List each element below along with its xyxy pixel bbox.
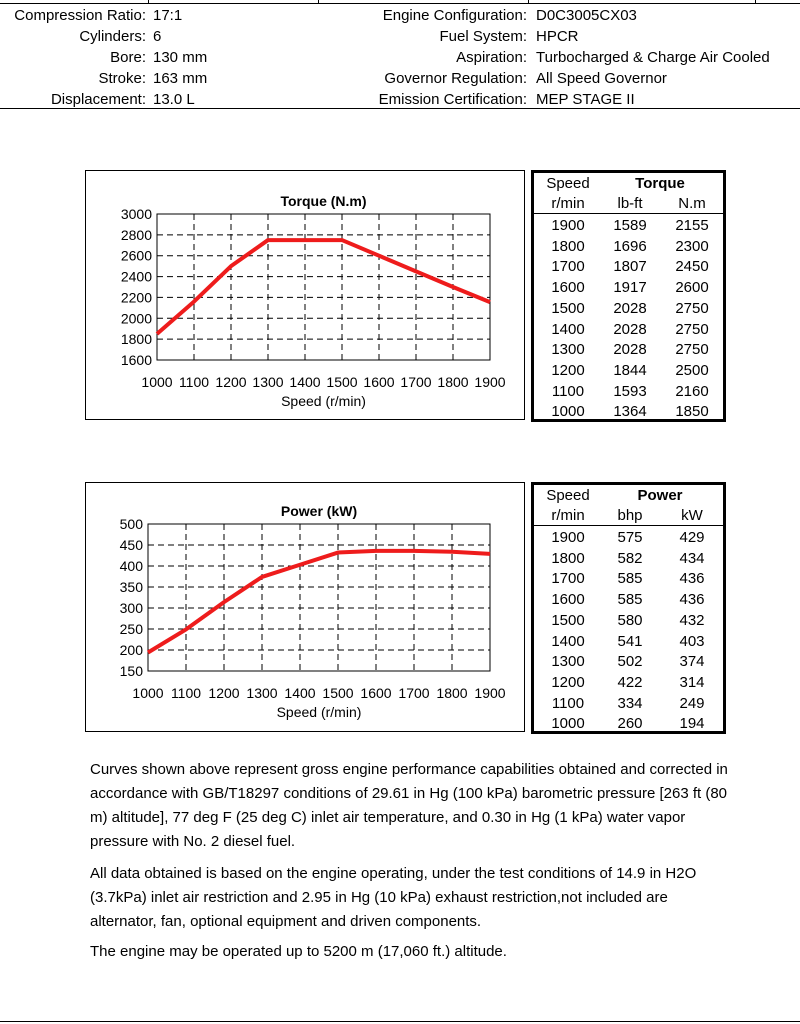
- x-tick-label: 1200: [215, 374, 247, 390]
- table-cell: 1100: [551, 382, 585, 400]
- table-cell: 575: [617, 529, 643, 546]
- table-cell: 1589: [613, 217, 647, 234]
- table-cell: 374: [679, 653, 705, 671]
- spec-top-tick-2: [318, 0, 319, 4]
- table-cell: 1600: [551, 591, 585, 609]
- table-sub-unit-b: N.m: [678, 195, 706, 212]
- table-cell: 1200: [551, 673, 585, 691]
- series-line: [157, 240, 490, 334]
- table-cell: 194: [679, 715, 705, 733]
- note-test-conditions: All data obtained is based on the engine operating, under the test conditions of 14.9 in H2O (3.7kPa) inlet air restriction and 2.95 in Hg (10 kPa) exhaust restriction,not included are alternator, fan, optional equipment and driven components.: [90, 865, 697, 930]
- x-tick-label: 1200: [208, 685, 240, 701]
- spec-right-value: MEP STAGE II: [536, 91, 635, 108]
- torque-table: [531, 170, 726, 422]
- table-cell: 436: [679, 591, 705, 609]
- x-tick-label: 1800: [436, 685, 468, 701]
- spec-left-value: 13.0 L: [153, 91, 195, 108]
- table-cell: 1600: [551, 279, 585, 297]
- spec-right-label: Aspiration:: [456, 49, 527, 66]
- spec-right-label: Fuel System:: [439, 28, 527, 45]
- x-tick-label: 1600: [360, 685, 392, 701]
- table-sub-unit-a: lb-ft: [617, 195, 643, 212]
- table-header-rule: [534, 525, 723, 526]
- spec-left-value: 163 mm: [153, 70, 208, 87]
- x-tick-label: 1100: [170, 685, 202, 701]
- table-cell: 1700: [551, 258, 585, 276]
- table-header-title: Power: [637, 487, 683, 504]
- spec-left-label: Cylinders:: [79, 28, 146, 45]
- y-tick-label: 1800: [120, 331, 152, 348]
- torque-chart-frame: [85, 170, 525, 420]
- spec-left-label: Compression Ratio:: [14, 7, 146, 24]
- table-cell: 2500: [675, 361, 709, 379]
- table-cell: 334: [617, 694, 643, 712]
- table-cell: 314: [679, 673, 705, 691]
- y-tick-label: 2000: [120, 310, 152, 327]
- table-cell: 580: [617, 611, 643, 629]
- spec-right-value: HPCR: [536, 28, 579, 45]
- table-cell: 2028: [613, 299, 647, 317]
- spec-top-rule: [0, 3, 800, 4]
- table-cell: 1900: [551, 529, 585, 546]
- y-tick-label: 300: [119, 600, 143, 616]
- table-header-title: Torque: [635, 175, 685, 192]
- y-tick-label: 1600: [120, 352, 152, 368]
- y-tick-label: 350: [119, 579, 143, 595]
- x-tick-label: 1900: [474, 685, 506, 701]
- table-sub-speed: r/min: [551, 195, 585, 212]
- table-cell: 2750: [675, 320, 709, 338]
- spec-right-value: All Speed Governor: [536, 70, 667, 87]
- table-cell: 2028: [613, 341, 647, 359]
- table-cell: 429: [679, 529, 705, 546]
- x-tick-label: 1400: [289, 374, 321, 390]
- table-header-speed: Speed: [546, 175, 590, 192]
- table-cell: 1917: [613, 279, 647, 297]
- x-tick-label: 1000: [132, 685, 164, 701]
- x-tick-label: 1700: [398, 685, 430, 701]
- table-cell: 249: [679, 694, 705, 712]
- spec-top-tick-1: [148, 0, 149, 4]
- page-bottom-rule: [0, 1021, 800, 1022]
- table-cell: 582: [617, 549, 643, 567]
- table-header-speed: Speed: [546, 487, 590, 504]
- table-cell: 2300: [675, 237, 709, 255]
- spec-right-label: Emission Certification:: [378, 91, 527, 108]
- x-tick-label: 1700: [400, 374, 432, 390]
- table-cell: 1400: [551, 320, 585, 338]
- spec-right-value: D0C3005CX03: [536, 7, 637, 24]
- table-cell: 1364: [613, 403, 647, 421]
- table-cell: 436: [679, 570, 705, 588]
- chart-title: Power (kW): [280, 503, 358, 519]
- spec-top-tick-4: [755, 0, 756, 4]
- y-tick-label: 450: [119, 537, 143, 553]
- table-cell: 1100: [551, 694, 585, 712]
- power-chart: [86, 483, 524, 731]
- y-tick-label: 3000: [120, 206, 152, 222]
- y-tick-label: 500: [119, 516, 143, 532]
- table-cell: 585: [617, 570, 643, 588]
- table-cell: 1000: [551, 715, 585, 733]
- table-cell: 1844: [613, 361, 647, 379]
- spec-right-label: Governor Regulation:: [384, 70, 527, 87]
- table-cell: 1500: [551, 299, 585, 317]
- table-cell: 1700: [551, 570, 585, 588]
- table-cell: 1500: [551, 611, 585, 629]
- table-cell: 422: [617, 673, 643, 691]
- x-tick-label: 1100: [178, 374, 210, 390]
- x-axis-label: Speed (r/min): [276, 704, 362, 720]
- spec-right-value: Turbocharged & Charge Air Cooled: [536, 49, 770, 66]
- table-cell: 1000: [551, 403, 585, 421]
- table-cell: 1593: [613, 382, 647, 400]
- table-header-rule: [534, 213, 723, 214]
- table-cell: 2750: [675, 341, 709, 359]
- table-cell: 1300: [551, 653, 585, 671]
- table-cell: 502: [617, 653, 643, 671]
- y-tick-label: 150: [119, 663, 143, 679]
- table-cell: 2155: [675, 217, 709, 234]
- table-cell: 260: [617, 715, 643, 733]
- spec-left-value: 6: [153, 28, 162, 45]
- x-tick-label: 1000: [141, 374, 173, 390]
- y-tick-label: 250: [119, 621, 143, 637]
- spec-top-tick-3: [528, 0, 529, 4]
- table-cell: 2450: [675, 258, 709, 276]
- y-tick-label: 2400: [120, 268, 152, 285]
- table-cell: 1300: [551, 341, 585, 359]
- y-tick-label: 200: [119, 642, 143, 658]
- chart-title: Torque (N.m): [280, 193, 367, 209]
- table-cell: 541: [617, 632, 643, 650]
- table-cell: 434: [679, 549, 705, 567]
- x-tick-label: 1600: [363, 374, 395, 390]
- spec-right-label: Engine Configuration:: [382, 7, 527, 24]
- spec-bottom-rule: [0, 108, 800, 109]
- torque-chart: [86, 171, 524, 419]
- table-cell: 1900: [551, 217, 585, 234]
- spec-left-label: Stroke:: [98, 70, 146, 87]
- power-table: [531, 482, 726, 734]
- x-axis-label: Speed (r/min): [281, 393, 366, 409]
- table-cell: 585: [617, 591, 643, 609]
- x-tick-label: 1400: [284, 685, 316, 701]
- x-tick-label: 1500: [326, 374, 358, 390]
- spec-left-label: Bore:: [110, 49, 146, 66]
- spec-left-value: 17:1: [153, 7, 183, 24]
- table-cell: 2750: [675, 299, 709, 317]
- table-sub-speed: r/min: [551, 507, 585, 524]
- x-tick-label: 1900: [474, 374, 506, 390]
- table-cell: 1800: [551, 549, 585, 567]
- table-cell: 432: [679, 611, 705, 629]
- table-cell: 1696: [613, 237, 647, 255]
- x-tick-label: 1300: [252, 374, 284, 390]
- table-sub-unit-b: kW: [681, 507, 703, 524]
- plot-area: [148, 524, 490, 671]
- table-cell: 2028: [613, 320, 647, 338]
- power-chart-frame: [85, 482, 525, 732]
- table-sub-unit-a: bhp: [617, 507, 643, 524]
- x-tick-label: 1300: [246, 685, 278, 701]
- spec-left-label: Displacement:: [50, 91, 146, 108]
- table-cell: 403: [679, 632, 705, 650]
- y-tick-label: 2200: [120, 289, 152, 306]
- y-tick-label: 2800: [120, 226, 152, 243]
- spec-left-value: 130 mm: [153, 49, 208, 66]
- table-cell: 2600: [675, 279, 709, 297]
- table-cell: 1400: [551, 632, 585, 650]
- y-tick-label: 400: [119, 558, 143, 574]
- note-altitude: The engine may be operated up to 5200 m (17,060 ft.) altitude.: [90, 943, 507, 960]
- table-cell: 1850: [675, 403, 709, 421]
- x-tick-label: 1800: [437, 374, 469, 390]
- table-cell: 1200: [551, 361, 585, 379]
- table-cell: 1800: [551, 237, 585, 255]
- table-cell: 2160: [675, 382, 709, 400]
- table-cell: 1807: [613, 258, 647, 276]
- y-tick-label: 2600: [120, 247, 152, 264]
- note-curves: Curves shown above represent gross engine performance capabilities obtained and corrected in accordance with GB/T18297 conditions of 29.61 in Hg (100 kPa) barometric pressure [263 ft (80 m) altitude], 77 deg F (25 deg C) inlet air temperature, and 0.30 in Hg (1 kPa) water vapor pressure with No. 2 diesel fuel.: [90, 761, 728, 850]
- x-tick-label: 1500: [322, 685, 354, 701]
